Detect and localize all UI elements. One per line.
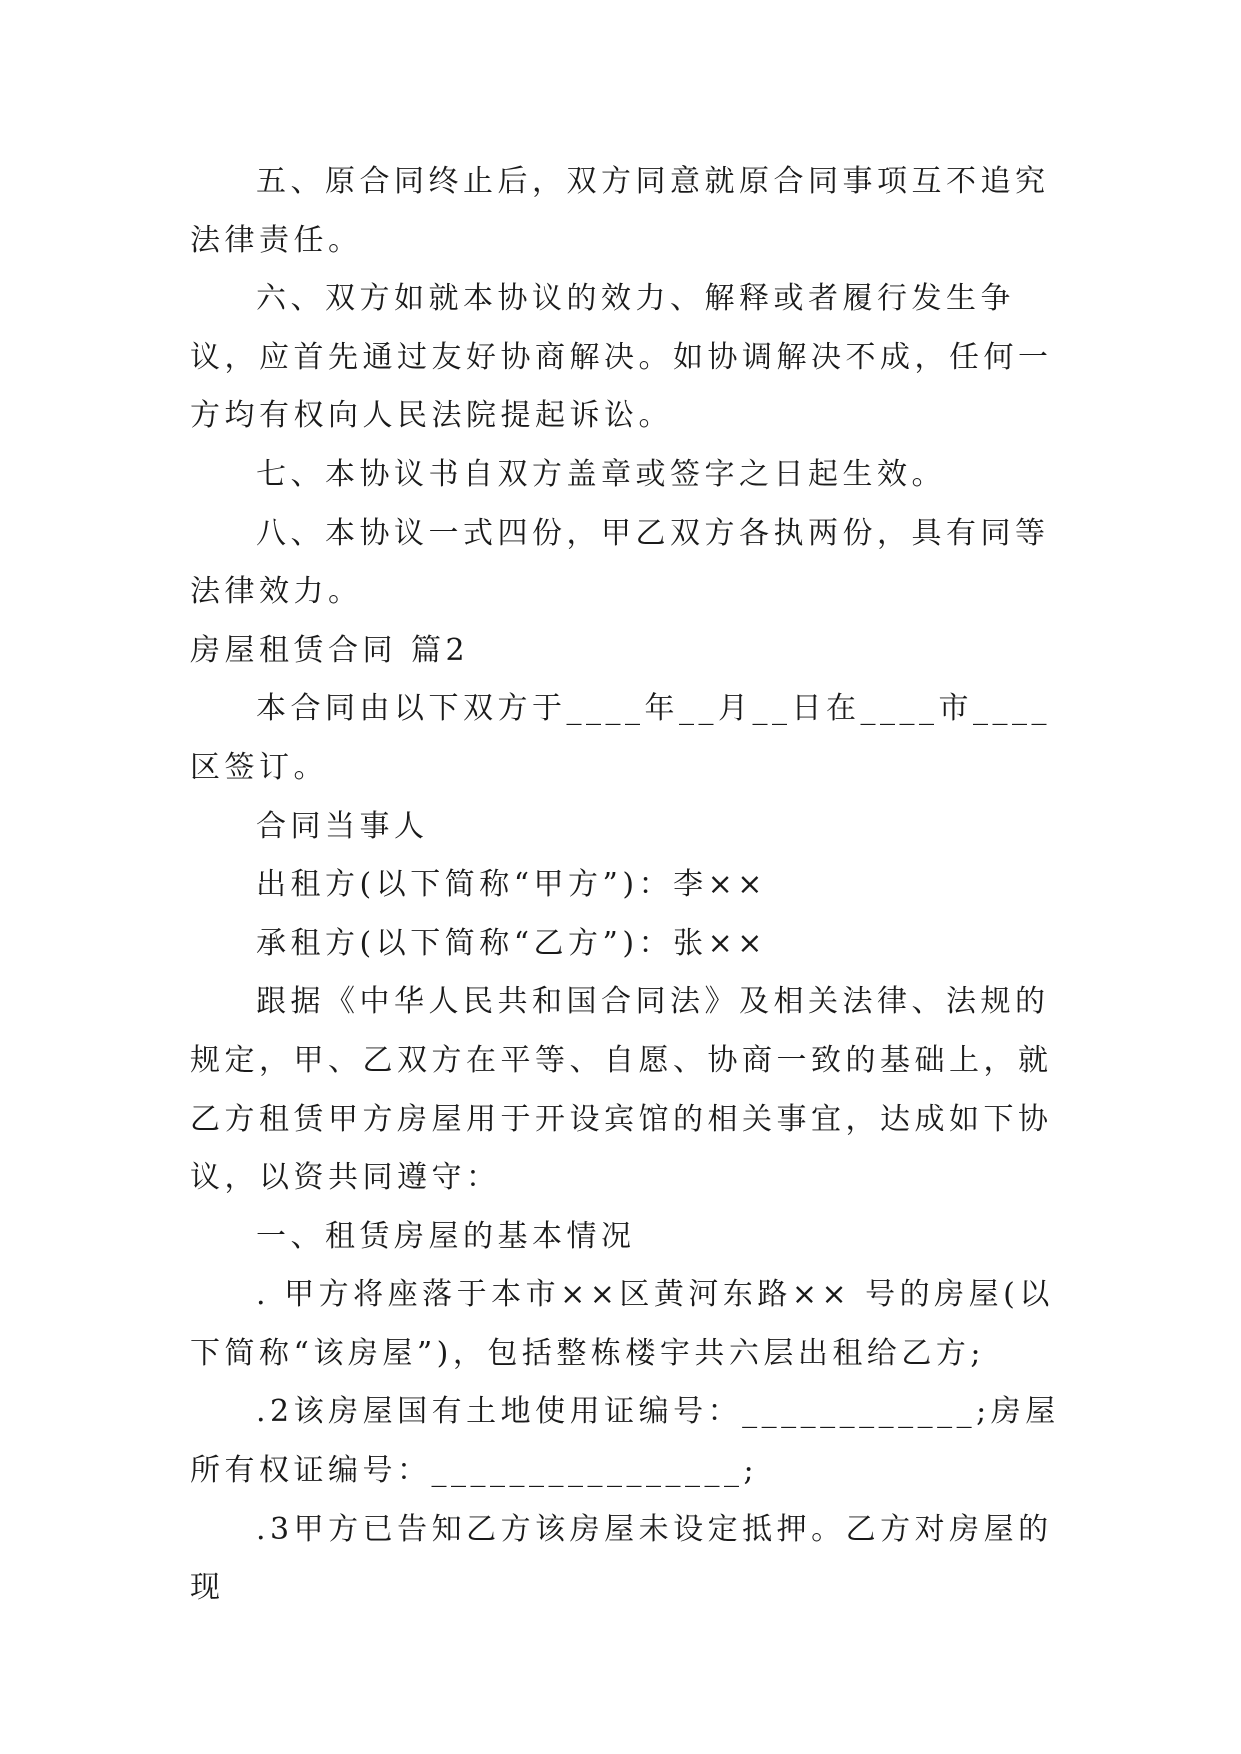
paragraph-clause-7: 七、本协议书自双方盖章或签字之日起生效。 xyxy=(256,456,946,492)
paragraph-item-1: . 甲方将座落于本市××区黄河东路×× 号的房屋(以下简称“该房屋”)，包括整栋楼宇共六层出租给乙方; xyxy=(190,1277,1054,1371)
paragraph-clause-5: 五、原合同终止后，双方同意就原合同事项互不追究法律责任。 xyxy=(190,164,1050,258)
paragraph-item-2: .2该房屋国有土地使用证编号：____________;房屋所有权证编号：________________; xyxy=(190,1394,1060,1489)
paragraph-lessee: 承租方(以下简称“乙方”)：张×× xyxy=(256,925,767,961)
document-page xyxy=(190,153,1080,1618)
paragraph-legal-basis: 跟据《中华人民共和国合同法》及相关法律、法规的规定，甲、乙双方在平等、自愿、协商一致的基础上，就乙方租赁甲方房屋用于开设宾馆的相关事宜，达成如下协议，以资共同遵守： xyxy=(190,984,1053,1196)
paragraph-signing-date: 本合同由以下双方于____年__月__日在____市____区签订。 xyxy=(190,691,1051,785)
paragraph-item-3: .3甲方已告知乙方该房屋未设定抵押。乙方对房屋的现 xyxy=(190,1511,1053,1606)
paragraph-article-1-heading: 一、租赁房屋的基本情况 xyxy=(256,1218,636,1254)
paragraph-lessor: 出租方(以下简称“甲方”)：李×× xyxy=(256,867,767,903)
section-heading: 房屋租赁合同 篇2 xyxy=(190,632,470,668)
paragraph-clause-6: 六、双方如就本协议的效力、解释或者履行发生争议，应首先通过友好协商解决。如协调解决不成，任何一方均有权向人民法院提起诉讼。 xyxy=(190,281,1053,434)
paragraph-parties-heading: 合同当事人 xyxy=(256,808,429,844)
paragraph-clause-8: 八、本协议一式四份，甲乙双方各执两份，具有同等法律效力。 xyxy=(190,515,1050,610)
